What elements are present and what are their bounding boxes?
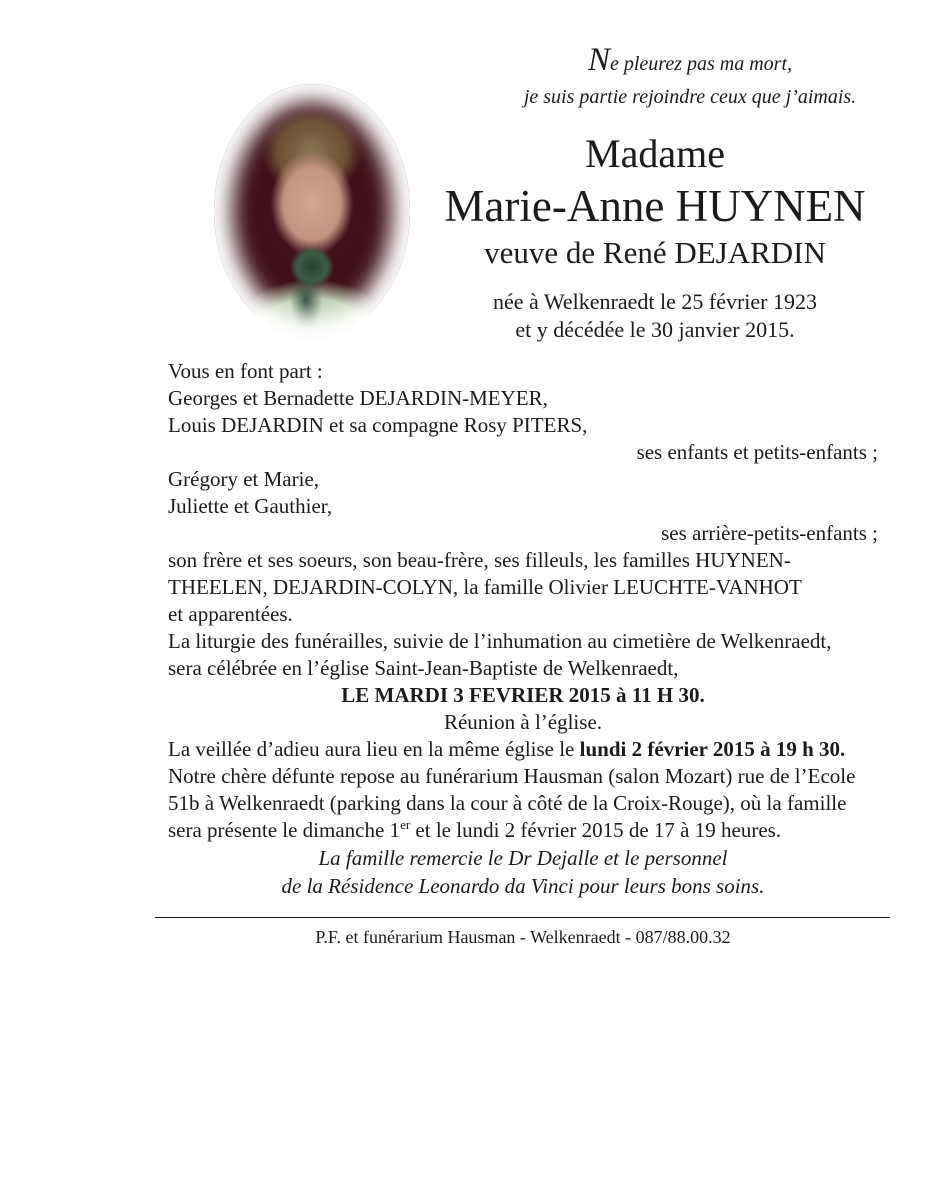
footer-divider bbox=[155, 917, 890, 918]
masthead bbox=[420, 130, 890, 344]
superscript-ordinal: er bbox=[400, 817, 411, 832]
liturgy-line: sera célébrée en l’église Saint-Jean-Baptiste de Welkenraedt, bbox=[168, 656, 679, 680]
funeral-datetime: LE MARDI 3 FEVRIER 2015 à 11 H 30. bbox=[341, 683, 705, 707]
vigil-datetime: lundi 2 février 2015 à 19 h 30. bbox=[579, 737, 846, 761]
repose-line3-text: sera présente le dimanche 1 bbox=[168, 818, 401, 842]
thanks-paragraph bbox=[168, 844, 878, 900]
vigil-text: La veillée d’adieu aura lieu en la même église le bbox=[168, 737, 580, 761]
repose-line: Notre chère défunte repose au funérarium Hausman (salon Mozart) rue de l’Ecole bbox=[168, 764, 856, 788]
deceased-relation: veuve de René DEJARDIN bbox=[484, 235, 826, 270]
death-line: et y décédée le 30 janvier 2015. bbox=[515, 317, 795, 342]
repose-line bbox=[168, 817, 878, 844]
relation-label-great-grandchildren: ses arrière-petits-enfants ; bbox=[661, 521, 878, 545]
repose-line3-rest: et le lundi 2 février 2015 de 17 à 19 heures. bbox=[410, 818, 782, 842]
meeting-line: Réunion à l’église. bbox=[443, 710, 603, 734]
life-dates bbox=[420, 288, 890, 344]
relatives-line: THEELEN, DEJARDIN-COLYN, la famille Olivier LEUCHTE-VANHOT bbox=[168, 575, 802, 599]
epitaph-line-1-rest: e pleurez pas ma mort, bbox=[609, 53, 793, 75]
relatives-paragraph bbox=[168, 547, 878, 628]
footer-contact: P.F. et funérarium Hausman - Welkenraedt - 087/88.00.32 bbox=[315, 927, 731, 947]
family-line: Georges et Bernadette DEJARDIN-MEYER, bbox=[168, 386, 548, 410]
vigil-line bbox=[168, 736, 878, 763]
epitaph-line-2: je suis partie rejoindre ceux que j’aimais. bbox=[523, 86, 857, 108]
announcement-body bbox=[168, 358, 878, 949]
birth-line: née à Welkenraedt le 25 février 1923 bbox=[492, 289, 817, 314]
thanks-line: La famille remercie le Dr Dejalle et le personnel bbox=[318, 846, 728, 870]
relatives-line: son frère et ses soeurs, son beau-frère, ses filleuls, les familles HUYNEN- bbox=[168, 548, 791, 572]
relation-label-children: ses enfants et petits-enfants ; bbox=[636, 440, 878, 464]
family-line: Louis DEJARDIN et sa compagne Rosy PITERS, bbox=[168, 413, 588, 437]
family-list bbox=[168, 385, 878, 547]
relatives-line: et apparentées. bbox=[168, 602, 293, 626]
liturgy-paragraph bbox=[168, 628, 878, 682]
repose-line: 51b à Welkenraedt (parking dans la cour à côté de la Croix-Rouge), où la famille bbox=[168, 791, 847, 815]
liturgy-line: La liturgie des funérailles, suivie de l’inhumation au cimetière de Welkenraedt, bbox=[168, 629, 832, 653]
epitaph-initial: N bbox=[587, 42, 610, 78]
family-line: Juliette et Gauthier, bbox=[168, 494, 333, 518]
epitaph bbox=[470, 44, 910, 114]
deceased-name: Marie-Anne HUYNEN bbox=[444, 181, 866, 231]
announcement-intro: Vous en font part : bbox=[168, 359, 323, 383]
thanks-line: de la Résidence Leonardo da Vinci pour leurs bons soins. bbox=[281, 874, 765, 898]
repose-paragraph bbox=[168, 763, 878, 844]
portrait-photo bbox=[214, 84, 410, 338]
deceased-title: Madame bbox=[585, 131, 725, 176]
family-line: Grégory et Marie, bbox=[168, 467, 320, 491]
epitaph-line-1 bbox=[470, 44, 910, 81]
